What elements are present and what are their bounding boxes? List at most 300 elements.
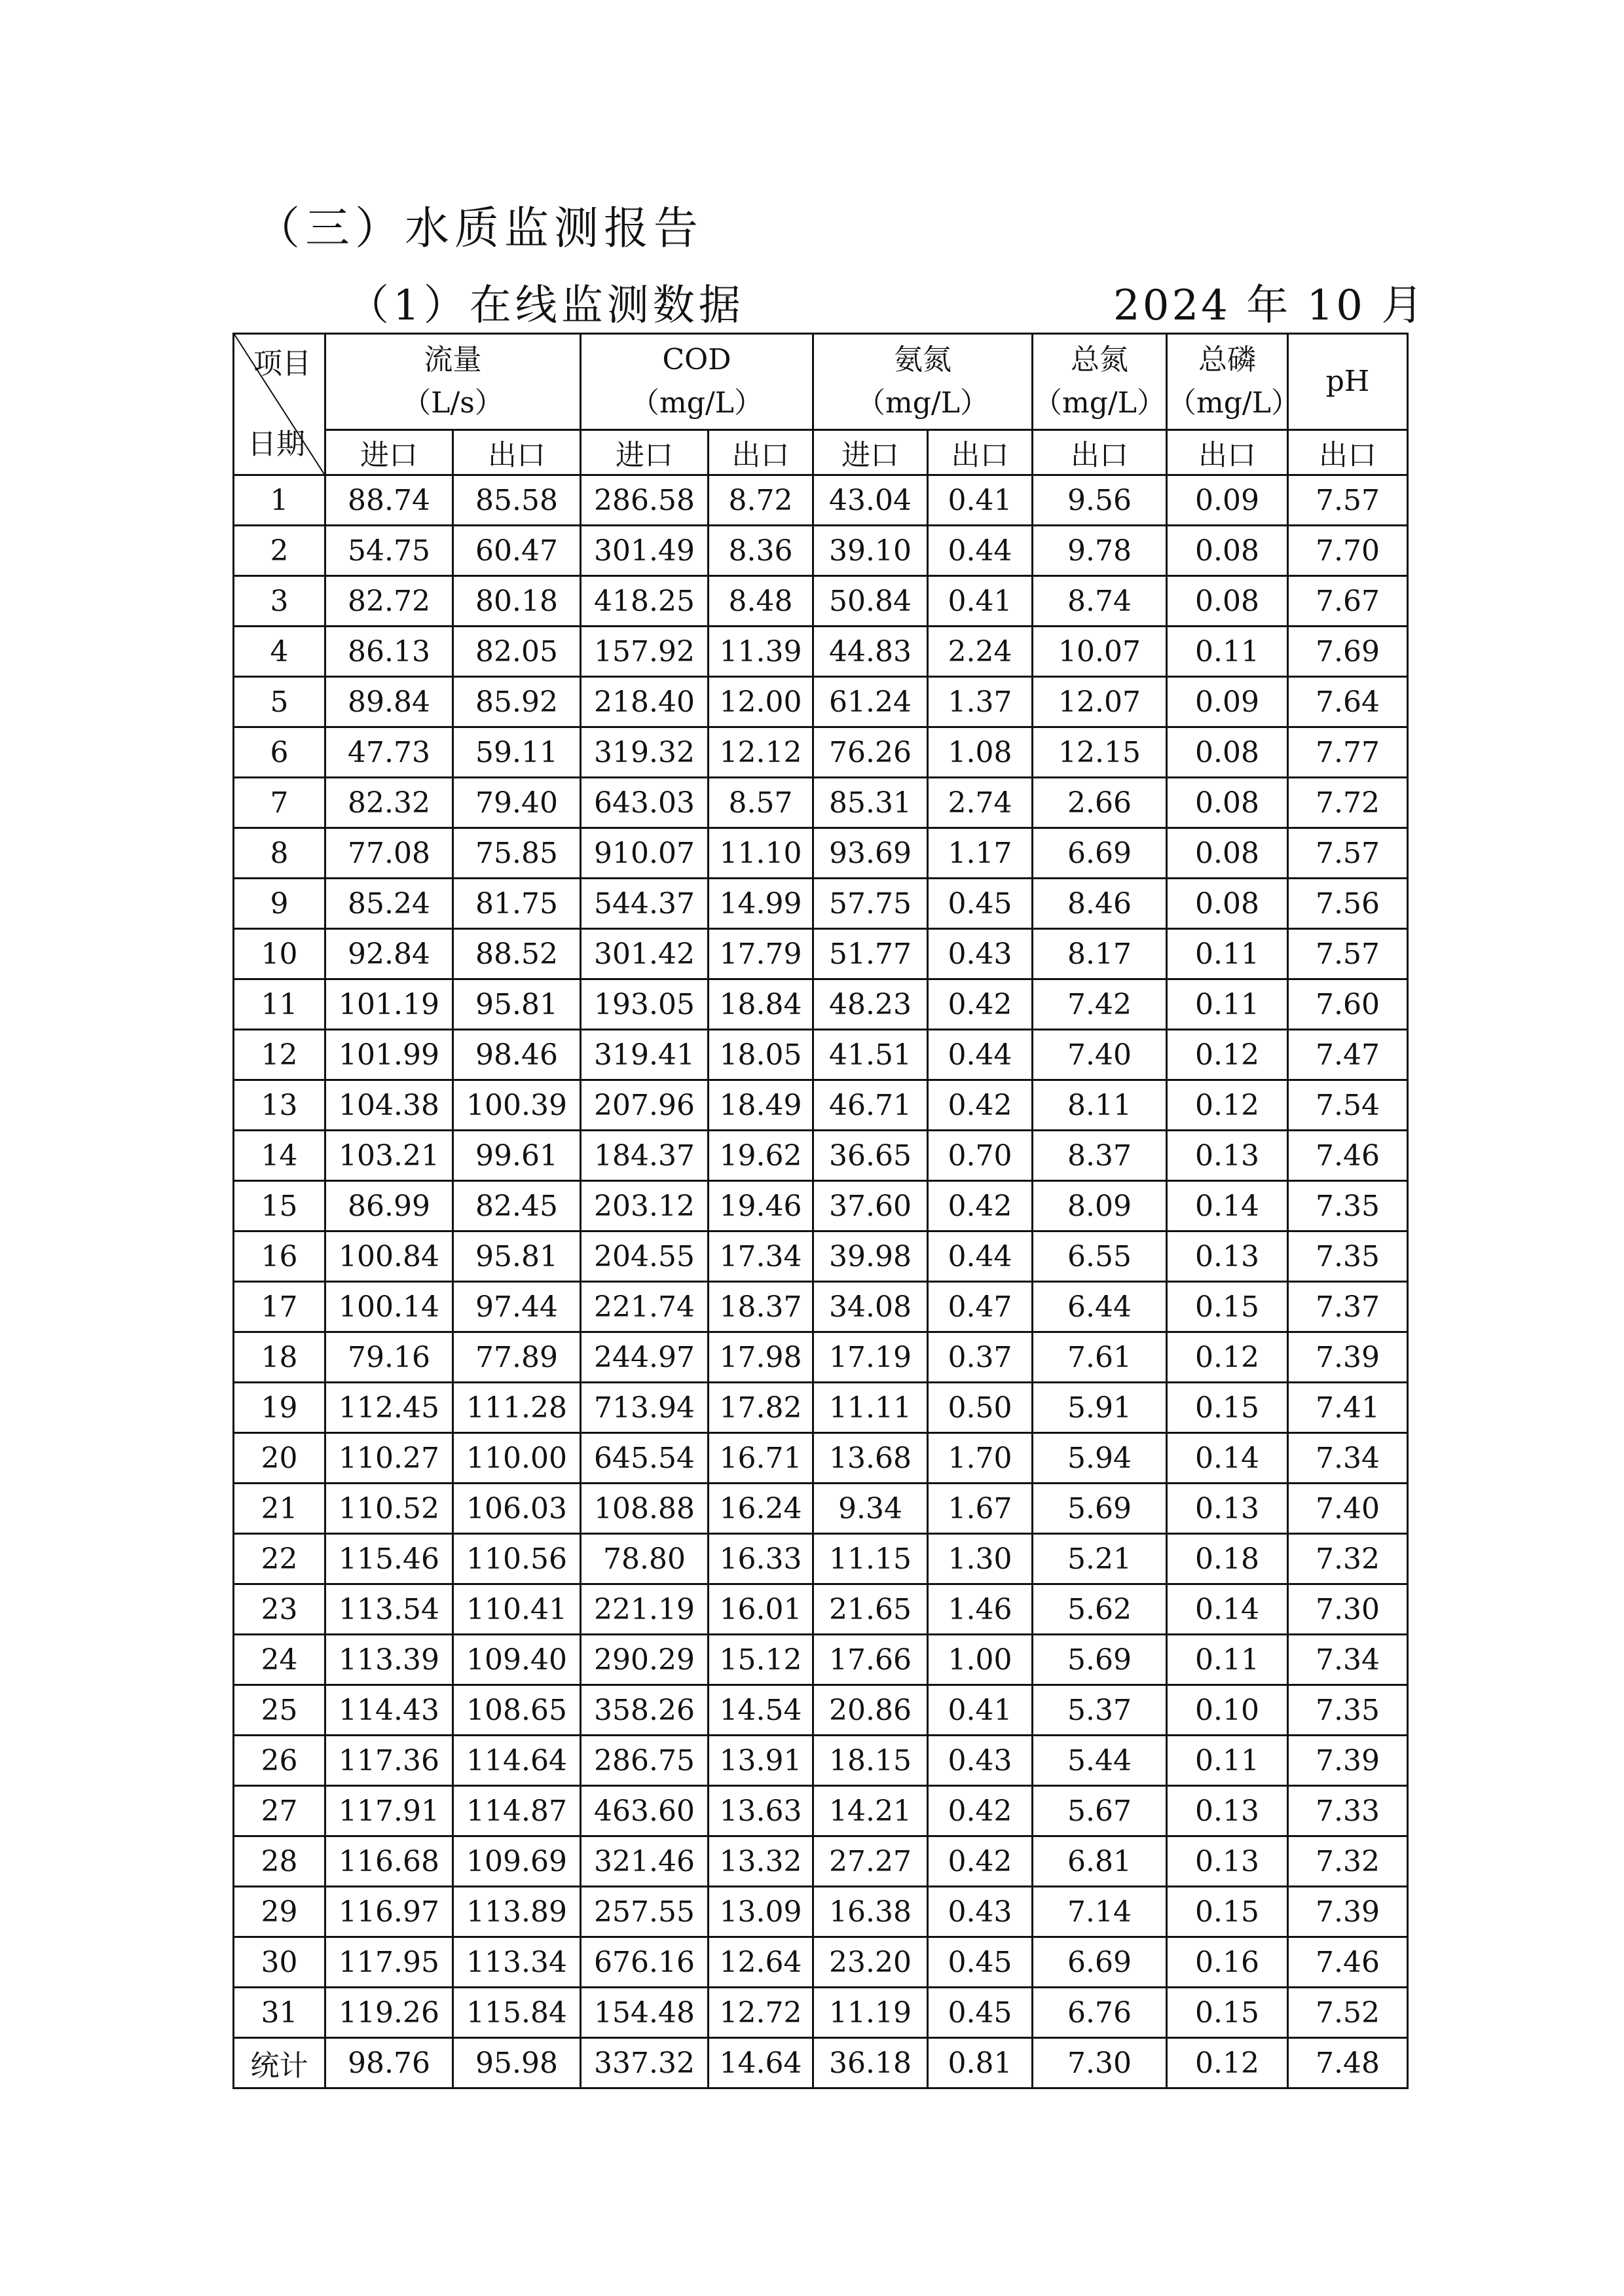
value-cell: 5.69 — [1033, 1635, 1167, 1685]
value-cell: 14.54 — [709, 1685, 813, 1736]
value-cell: 5.37 — [1033, 1685, 1167, 1736]
value-cell: 0.08 — [1167, 727, 1288, 778]
header-row-inlet-outlet — [234, 430, 1408, 475]
value-cell: 8.46 — [1033, 879, 1167, 929]
value-cell: 7.35 — [1288, 1685, 1408, 1736]
table-row — [234, 1534, 1408, 1584]
value-cell: 0.12 — [1167, 1030, 1288, 1080]
value-cell: 0.08 — [1167, 828, 1288, 879]
subheader-cell: 出口 — [1033, 430, 1167, 475]
value-cell: 85.92 — [453, 677, 581, 727]
group-unit: （mg/L） — [631, 386, 763, 420]
table-row — [234, 1231, 1408, 1282]
value-cell: 7.47 — [1288, 1030, 1408, 1080]
value-cell: 13.91 — [709, 1736, 813, 1786]
value-cell: 6.81 — [1033, 1836, 1167, 1887]
value-cell: 36.18 — [813, 2038, 928, 2088]
value-cell: 54.75 — [325, 526, 453, 576]
date-cell: 18 — [234, 1332, 325, 1383]
value-cell: 0.43 — [928, 929, 1033, 979]
value-cell: 319.32 — [581, 727, 709, 778]
value-cell: 14.64 — [709, 2038, 813, 2088]
value-cell: 676.16 — [581, 1937, 709, 1988]
group-unit: （mg/L） — [857, 386, 989, 420]
value-cell: 7.30 — [1033, 2038, 1167, 2088]
value-cell: 59.11 — [453, 727, 581, 778]
value-cell: 1.46 — [928, 1584, 1033, 1635]
value-cell: 286.58 — [581, 475, 709, 526]
value-cell: 34.08 — [813, 1282, 928, 1332]
sub-heading: （1）在线监测数据 — [347, 282, 745, 330]
value-cell: 18.49 — [709, 1080, 813, 1131]
value-cell: 119.26 — [325, 1988, 453, 2038]
value-cell: 39.10 — [813, 526, 928, 576]
value-cell: 11.10 — [709, 828, 813, 879]
value-cell: 16.01 — [709, 1584, 813, 1635]
value-cell: 117.95 — [325, 1937, 453, 1988]
value-cell: 27.27 — [813, 1836, 928, 1887]
table-row — [234, 1584, 1408, 1635]
value-cell: 13.63 — [709, 1786, 813, 1836]
value-cell: 7.41 — [1288, 1383, 1408, 1433]
value-cell: 1.37 — [928, 677, 1033, 727]
value-cell: 17.79 — [709, 929, 813, 979]
value-cell: 98.46 — [453, 1030, 581, 1080]
value-cell: 544.37 — [581, 879, 709, 929]
value-cell: 8.57 — [709, 778, 813, 828]
value-cell: 79.40 — [453, 778, 581, 828]
table-row — [234, 1484, 1408, 1534]
table-row — [234, 979, 1408, 1030]
value-cell: 0.11 — [1167, 1736, 1288, 1786]
value-cell: 116.97 — [325, 1887, 453, 1937]
value-cell: 109.69 — [453, 1836, 581, 1887]
value-cell: 81.75 — [453, 879, 581, 929]
value-cell: 321.46 — [581, 1836, 709, 1887]
date-cell: 20 — [234, 1433, 325, 1484]
value-cell: 85.31 — [813, 778, 928, 828]
value-cell: 0.37 — [928, 1332, 1033, 1383]
table-row — [234, 526, 1408, 576]
value-cell: 1.17 — [928, 828, 1033, 879]
group-name: 氨氮 — [894, 343, 951, 376]
value-cell: 18.84 — [709, 979, 813, 1030]
value-cell: 0.15 — [1167, 1282, 1288, 1332]
value-cell: 48.23 — [813, 979, 928, 1030]
value-cell: 16.24 — [709, 1484, 813, 1534]
corner-date-label: 日期 — [248, 428, 305, 461]
date-cell: 23 — [234, 1584, 325, 1635]
table-row — [234, 576, 1408, 627]
value-cell: 11.15 — [813, 1534, 928, 1584]
subheader-cell: 进口 — [813, 430, 928, 475]
value-cell: 2.74 — [928, 778, 1033, 828]
value-cell: 7.40 — [1033, 1030, 1167, 1080]
value-cell: 7.57 — [1288, 828, 1408, 879]
value-cell: 244.97 — [581, 1332, 709, 1383]
value-cell: 16.33 — [709, 1534, 813, 1584]
value-cell: 104.38 — [325, 1080, 453, 1131]
value-cell: 0.12 — [1167, 1332, 1288, 1383]
date-cell: 19 — [234, 1383, 325, 1433]
date-cell: 25 — [234, 1685, 325, 1736]
value-cell: 7.32 — [1288, 1836, 1408, 1887]
value-cell: 19.46 — [709, 1181, 813, 1231]
value-cell: 12.64 — [709, 1937, 813, 1988]
value-cell: 207.96 — [581, 1080, 709, 1131]
value-cell: 0.70 — [928, 1131, 1033, 1181]
table-row — [234, 1383, 1408, 1433]
value-cell: 1.08 — [928, 727, 1033, 778]
value-cell: 75.85 — [453, 828, 581, 879]
monitoring-table — [232, 333, 1409, 2089]
subheader-cell: 进口 — [325, 430, 453, 475]
table-row — [234, 677, 1408, 727]
value-cell: 1.30 — [928, 1534, 1033, 1584]
value-cell: 43.04 — [813, 475, 928, 526]
value-cell: 23.20 — [813, 1937, 928, 1988]
value-cell: 12.07 — [1033, 677, 1167, 727]
value-cell: 0.16 — [1167, 1937, 1288, 1988]
value-cell: 82.32 — [325, 778, 453, 828]
date-cell: 15 — [234, 1181, 325, 1231]
value-cell: 95.98 — [453, 2038, 581, 2088]
value-cell: 86.99 — [325, 1181, 453, 1231]
value-cell: 110.27 — [325, 1433, 453, 1484]
value-cell: 0.08 — [1167, 526, 1288, 576]
date-cell: 2 — [234, 526, 325, 576]
date-cell: 5 — [234, 677, 325, 727]
value-cell: 98.76 — [325, 2038, 453, 2088]
value-cell: 0.15 — [1167, 1988, 1288, 2038]
subheader-cell: 出口 — [709, 430, 813, 475]
group-header-total-phosphorus — [1167, 334, 1300, 430]
value-cell: 257.55 — [581, 1887, 709, 1937]
value-cell: 12.00 — [709, 677, 813, 727]
value-cell: 2.66 — [1033, 778, 1167, 828]
value-cell: 7.57 — [1288, 475, 1408, 526]
value-cell: 0.18 — [1167, 1534, 1288, 1584]
value-cell: 5.91 — [1033, 1383, 1167, 1433]
value-cell: 16.38 — [813, 1887, 928, 1937]
value-cell: 5.69 — [1033, 1484, 1167, 1534]
value-cell: 106.03 — [453, 1484, 581, 1534]
value-cell: 0.42 — [928, 1786, 1033, 1836]
value-cell: 7.39 — [1288, 1332, 1408, 1383]
date-cell: 31 — [234, 1988, 325, 2038]
group-header-ammonia — [813, 334, 1033, 430]
table-row — [234, 727, 1408, 778]
group-name: 流量 — [424, 343, 482, 376]
value-cell: 79.16 — [325, 1332, 453, 1383]
value-cell: 110.52 — [325, 1484, 453, 1534]
value-cell: 36.65 — [813, 1131, 928, 1181]
value-cell: 14.21 — [813, 1786, 928, 1836]
value-cell: 17.19 — [813, 1332, 928, 1383]
value-cell: 463.60 — [581, 1786, 709, 1836]
value-cell: 114.43 — [325, 1685, 453, 1736]
date-cell: 6 — [234, 727, 325, 778]
value-cell: 643.03 — [581, 778, 709, 828]
value-cell: 7.37 — [1288, 1282, 1408, 1332]
value-cell: 7.77 — [1288, 727, 1408, 778]
table-row — [234, 1736, 1408, 1786]
value-cell: 12.12 — [709, 727, 813, 778]
value-cell: 50.84 — [813, 576, 928, 627]
date-cell: 24 — [234, 1635, 325, 1685]
date-cell: 21 — [234, 1484, 325, 1534]
value-cell: 110.41 — [453, 1584, 581, 1635]
value-cell: 77.89 — [453, 1332, 581, 1383]
date-cell: 14 — [234, 1131, 325, 1181]
value-cell: 113.89 — [453, 1887, 581, 1937]
value-cell: 77.08 — [325, 828, 453, 879]
value-cell: 8.36 — [709, 526, 813, 576]
value-cell: 13.32 — [709, 1836, 813, 1887]
date-cell: 1 — [234, 475, 325, 526]
value-cell: 5.21 — [1033, 1534, 1167, 1584]
value-cell: 0.09 — [1167, 475, 1288, 526]
value-cell: 0.45 — [928, 1937, 1033, 1988]
value-cell: 0.42 — [928, 1080, 1033, 1131]
value-cell: 6.76 — [1033, 1988, 1167, 2038]
value-cell: 7.39 — [1288, 1736, 1408, 1786]
value-cell: 7.52 — [1288, 1988, 1408, 2038]
value-cell: 117.91 — [325, 1786, 453, 1836]
value-cell: 46.71 — [813, 1080, 928, 1131]
value-cell: 7.32 — [1288, 1534, 1408, 1584]
value-cell: 112.45 — [325, 1383, 453, 1433]
value-cell: 1.00 — [928, 1635, 1033, 1685]
value-cell: 7.54 — [1288, 1080, 1408, 1131]
value-cell: 17.66 — [813, 1635, 928, 1685]
report-month: 2024 年 10 月 — [1113, 282, 1426, 330]
value-cell: 0.44 — [928, 1231, 1033, 1282]
value-cell: 110.00 — [453, 1433, 581, 1484]
value-cell: 51.77 — [813, 929, 928, 979]
date-cell: 28 — [234, 1836, 325, 1887]
table-row — [234, 475, 1408, 526]
value-cell: 358.26 — [581, 1685, 709, 1736]
corner-cell — [234, 334, 325, 475]
value-cell: 203.12 — [581, 1181, 709, 1231]
value-cell: 10.07 — [1033, 627, 1167, 677]
date-cell: 4 — [234, 627, 325, 677]
value-cell: 0.08 — [1167, 576, 1288, 627]
value-cell: 110.56 — [453, 1534, 581, 1584]
value-cell: 95.81 — [453, 1231, 581, 1282]
table-row — [234, 1332, 1408, 1383]
table-row — [234, 929, 1408, 979]
value-cell: 0.15 — [1167, 1383, 1288, 1433]
value-cell: 8.11 — [1033, 1080, 1167, 1131]
value-cell: 5.94 — [1033, 1433, 1167, 1484]
value-cell: 12.15 — [1033, 727, 1167, 778]
group-name: COD — [662, 343, 731, 376]
date-cell: 3 — [234, 576, 325, 627]
value-cell: 713.94 — [581, 1383, 709, 1433]
table-row — [234, 778, 1408, 828]
value-cell: 418.25 — [581, 576, 709, 627]
value-cell: 0.13 — [1167, 1786, 1288, 1836]
value-cell: 7.70 — [1288, 526, 1408, 576]
value-cell: 7.69 — [1288, 627, 1408, 677]
value-cell: 8.74 — [1033, 576, 1167, 627]
value-cell: 1.70 — [928, 1433, 1033, 1484]
group-header-cod — [581, 334, 813, 430]
table-row — [234, 1030, 1408, 1080]
value-cell: 7.46 — [1288, 1937, 1408, 1988]
value-cell: 8.17 — [1033, 929, 1167, 979]
value-cell: 47.73 — [325, 727, 453, 778]
value-cell: 19.62 — [709, 1131, 813, 1181]
subheader-cell: 出口 — [1167, 430, 1288, 475]
value-cell: 286.75 — [581, 1736, 709, 1786]
value-cell: 108.88 — [581, 1484, 709, 1534]
table-row — [234, 1937, 1408, 1988]
value-cell: 41.51 — [813, 1030, 928, 1080]
value-cell: 101.99 — [325, 1030, 453, 1080]
group-unit: （mg/L） — [1168, 386, 1300, 420]
value-cell: 93.69 — [813, 828, 928, 879]
value-cell: 60.47 — [453, 526, 581, 576]
value-cell: 85.24 — [325, 879, 453, 929]
value-cell: 13.09 — [709, 1887, 813, 1937]
value-cell: 109.40 — [453, 1635, 581, 1685]
value-cell: 6.69 — [1033, 828, 1167, 879]
value-cell: 319.41 — [581, 1030, 709, 1080]
date-cell: 17 — [234, 1282, 325, 1332]
value-cell: 0.12 — [1167, 1080, 1288, 1131]
table-row — [234, 627, 1408, 677]
group-header-flow — [325, 334, 581, 430]
value-cell: 44.83 — [813, 627, 928, 677]
value-cell: 7.61 — [1033, 1332, 1167, 1383]
table-row — [234, 1131, 1408, 1181]
subheader-cell: 出口 — [1288, 430, 1408, 475]
value-cell: 113.34 — [453, 1937, 581, 1988]
value-cell: 57.75 — [813, 879, 928, 929]
value-cell: 7.33 — [1288, 1786, 1408, 1836]
value-cell: 97.44 — [453, 1282, 581, 1332]
date-cell: 9 — [234, 879, 325, 929]
value-cell: 92.84 — [325, 929, 453, 979]
value-cell: 11.19 — [813, 1988, 928, 2038]
table-row — [234, 1433, 1408, 1484]
value-cell: 6.44 — [1033, 1282, 1167, 1332]
group-unit: （L/s） — [402, 386, 504, 420]
value-cell: 5.44 — [1033, 1736, 1167, 1786]
value-cell: 100.14 — [325, 1282, 453, 1332]
date-cell: 10 — [234, 929, 325, 979]
value-cell: 108.65 — [453, 1685, 581, 1736]
value-cell: 9.78 — [1033, 526, 1167, 576]
value-cell: 7.46 — [1288, 1131, 1408, 1181]
value-cell: 115.46 — [325, 1534, 453, 1584]
date-cell: 16 — [234, 1231, 325, 1282]
value-cell: 218.40 — [581, 677, 709, 727]
value-cell: 0.43 — [928, 1887, 1033, 1937]
value-cell: 7.35 — [1288, 1181, 1408, 1231]
group-header-total-nitrogen — [1033, 334, 1167, 430]
value-cell: 9.34 — [813, 1484, 928, 1534]
value-cell: 7.34 — [1288, 1433, 1408, 1484]
value-cell: 100.39 — [453, 1080, 581, 1131]
value-cell: 910.07 — [581, 828, 709, 879]
date-cell: 统计 — [234, 2038, 325, 2088]
value-cell: 13.68 — [813, 1433, 928, 1484]
value-cell: 0.08 — [1167, 778, 1288, 828]
value-cell: 103.21 — [325, 1131, 453, 1181]
value-cell: 78.80 — [581, 1534, 709, 1584]
subheader-cell: 出口 — [928, 430, 1033, 475]
value-cell: 154.48 — [581, 1988, 709, 2038]
value-cell: 0.50 — [928, 1383, 1033, 1433]
value-cell: 85.58 — [453, 475, 581, 526]
group-name: 总氮 — [1071, 343, 1128, 376]
value-cell: 0.81 — [928, 2038, 1033, 2088]
table-row — [234, 1786, 1408, 1836]
table-row — [234, 1988, 1408, 2038]
table-row — [234, 1685, 1408, 1736]
value-cell: 17.98 — [709, 1332, 813, 1383]
value-cell: 114.87 — [453, 1786, 581, 1836]
value-cell: 0.42 — [928, 1181, 1033, 1231]
value-cell: 7.57 — [1288, 929, 1408, 979]
value-cell: 18.15 — [813, 1736, 928, 1786]
value-cell: 8.37 — [1033, 1131, 1167, 1181]
value-cell: 113.54 — [325, 1584, 453, 1635]
value-cell: 114.64 — [453, 1736, 581, 1786]
value-cell: 0.13 — [1167, 1484, 1288, 1534]
value-cell: 645.54 — [581, 1433, 709, 1484]
value-cell: 0.11 — [1167, 979, 1288, 1030]
value-cell: 116.68 — [325, 1836, 453, 1887]
value-cell: 7.40 — [1288, 1484, 1408, 1534]
value-cell: 0.41 — [928, 1685, 1033, 1736]
table-row — [234, 1181, 1408, 1231]
value-cell: 11.11 — [813, 1383, 928, 1433]
date-cell: 11 — [234, 979, 325, 1030]
value-cell: 14.99 — [709, 879, 813, 929]
corner-item-label: 项目 — [253, 347, 311, 380]
value-cell: 20.86 — [813, 1685, 928, 1736]
header-row-groups — [234, 334, 1408, 430]
table-row — [234, 879, 1408, 929]
value-cell: 115.84 — [453, 1988, 581, 2038]
value-cell: 0.42 — [928, 1836, 1033, 1887]
value-cell: 0.12 — [1167, 2038, 1288, 2088]
value-cell: 8.48 — [709, 576, 813, 627]
value-cell: 8.72 — [709, 475, 813, 526]
value-cell: 100.84 — [325, 1231, 453, 1282]
value-cell: 0.09 — [1167, 677, 1288, 727]
value-cell: 18.05 — [709, 1030, 813, 1080]
value-cell: 337.32 — [581, 2038, 709, 2088]
date-cell: 30 — [234, 1937, 325, 1988]
value-cell: 0.11 — [1167, 627, 1288, 677]
value-cell: 0.14 — [1167, 1584, 1288, 1635]
date-cell: 8 — [234, 828, 325, 879]
value-cell: 82.72 — [325, 576, 453, 627]
value-cell: 17.82 — [709, 1383, 813, 1433]
value-cell: 7.39 — [1288, 1887, 1408, 1937]
value-cell: 0.45 — [928, 879, 1033, 929]
group-name: 总磷 — [1198, 343, 1256, 376]
value-cell: 1.67 — [928, 1484, 1033, 1534]
value-cell: 88.52 — [453, 929, 581, 979]
value-cell: 0.42 — [928, 979, 1033, 1030]
